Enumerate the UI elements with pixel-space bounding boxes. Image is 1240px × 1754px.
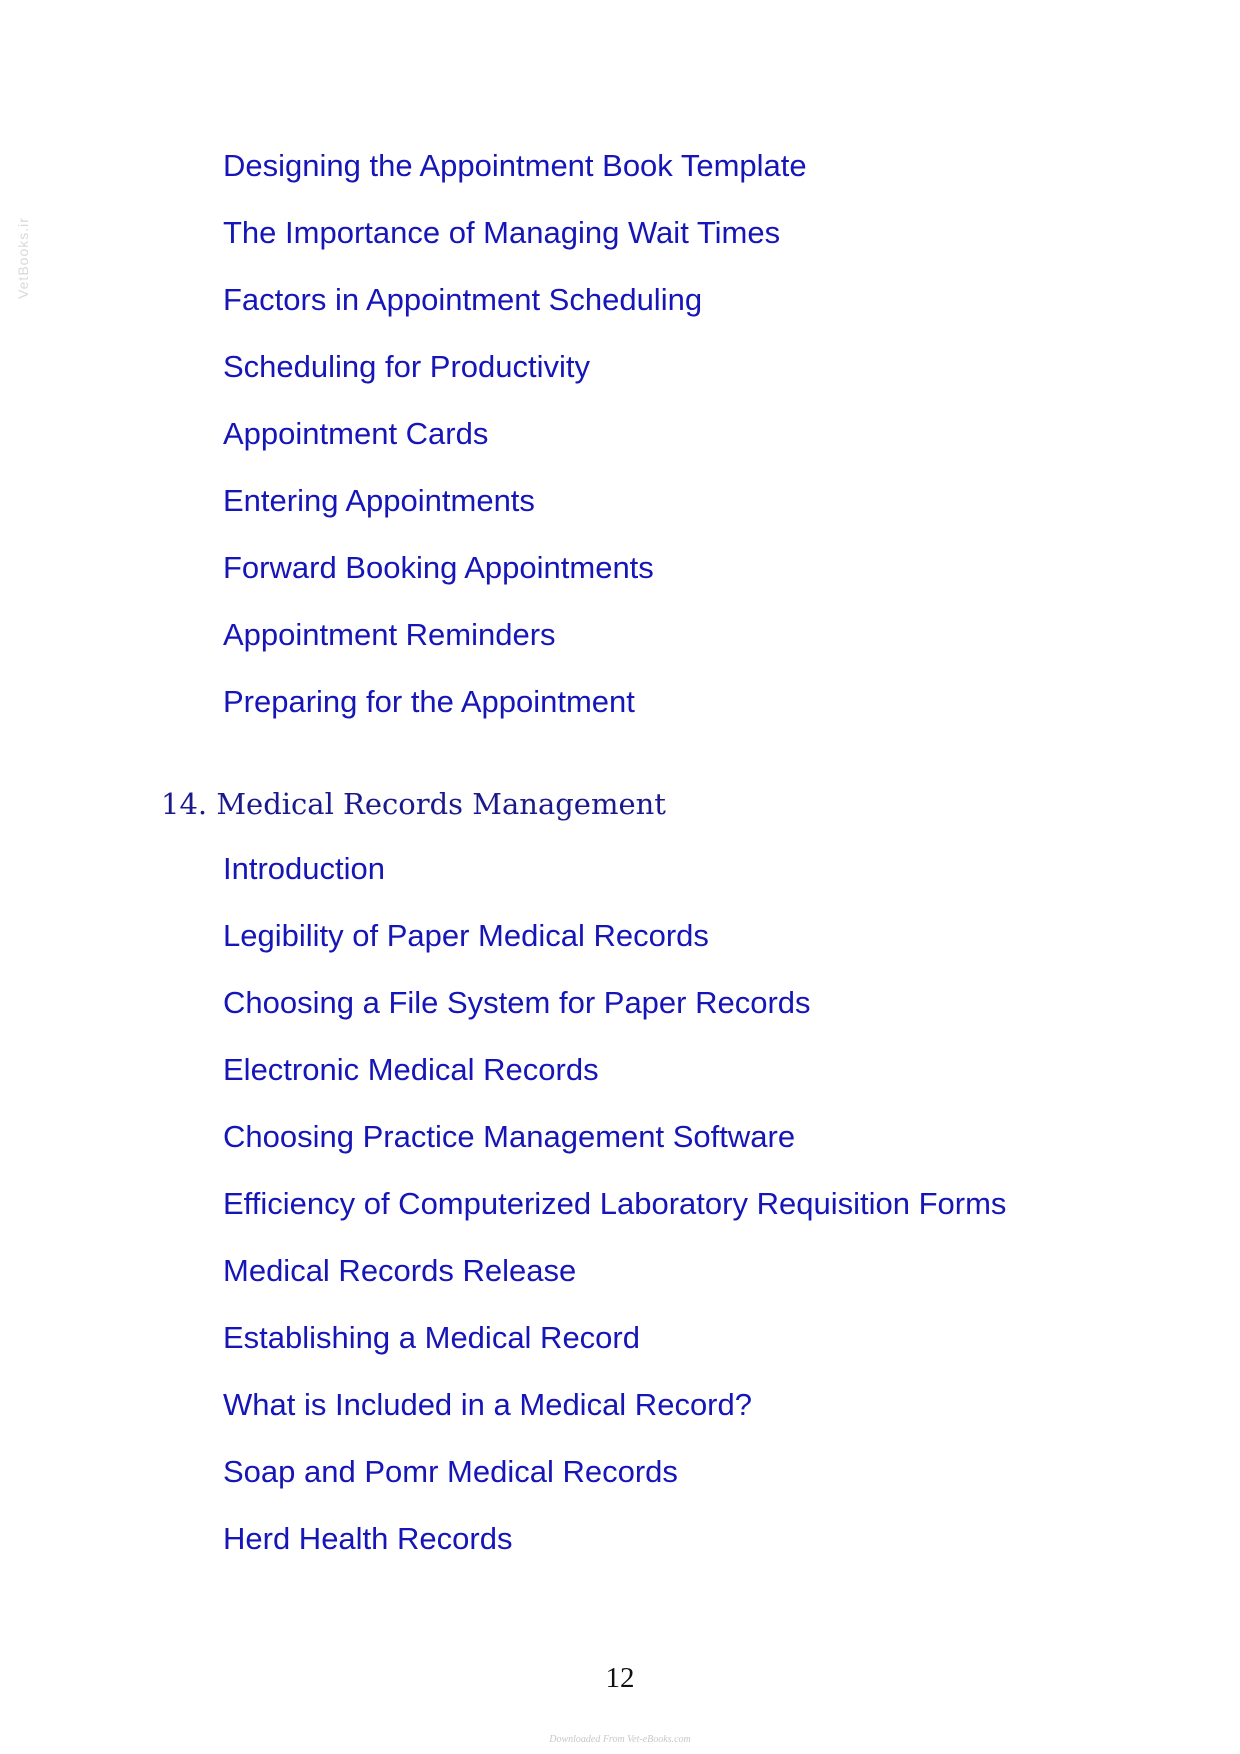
toc-link[interactable]: Entering Appointments — [223, 483, 535, 518]
bottom-watermark: Downloaded From Vet-eBooks.com — [549, 1734, 691, 1745]
toc-link[interactable]: Appointment Cards — [223, 416, 489, 451]
toc-link[interactable]: Medical Records Release — [223, 1253, 577, 1288]
toc-link[interactable]: The Importance of Managing Wait Times — [223, 215, 781, 250]
toc-link[interactable]: Soap and Pomr Medical Records — [223, 1454, 678, 1489]
toc-link[interactable]: Factors in Appointment Scheduling — [223, 282, 703, 317]
toc-link[interactable]: Herd Health Records — [223, 1521, 513, 1556]
toc-link[interactable]: Preparing for the Appointment — [223, 684, 635, 719]
toc-link[interactable]: Scheduling for Productivity — [223, 349, 591, 384]
page-number: 12 — [605, 1662, 635, 1694]
toc-link[interactable]: Appointment Reminders — [223, 617, 556, 652]
toc-link[interactable]: Designing the Appointment Book Template — [223, 148, 807, 183]
toc-link[interactable]: Forward Booking Appointments — [223, 550, 654, 585]
chapter-heading[interactable]: 14. Medical Records Management — [161, 787, 666, 821]
toc-link[interactable]: Efficiency of Computerized Laboratory Requisition Forms — [223, 1186, 1007, 1221]
toc-link[interactable]: Choosing a File System for Paper Records — [223, 985, 811, 1020]
toc-link[interactable]: Establishing a Medical Record — [223, 1320, 640, 1355]
toc-link[interactable]: Legibility of Paper Medical Records — [223, 918, 709, 953]
toc-link[interactable]: Electronic Medical Records — [223, 1052, 599, 1087]
side-watermark: VetBooks.ir — [15, 217, 31, 299]
toc-link[interactable]: What is Included in a Medical Record? — [223, 1387, 752, 1422]
toc-link[interactable]: Choosing Practice Management Software — [223, 1119, 796, 1154]
toc-link[interactable]: Introduction — [223, 851, 385, 886]
